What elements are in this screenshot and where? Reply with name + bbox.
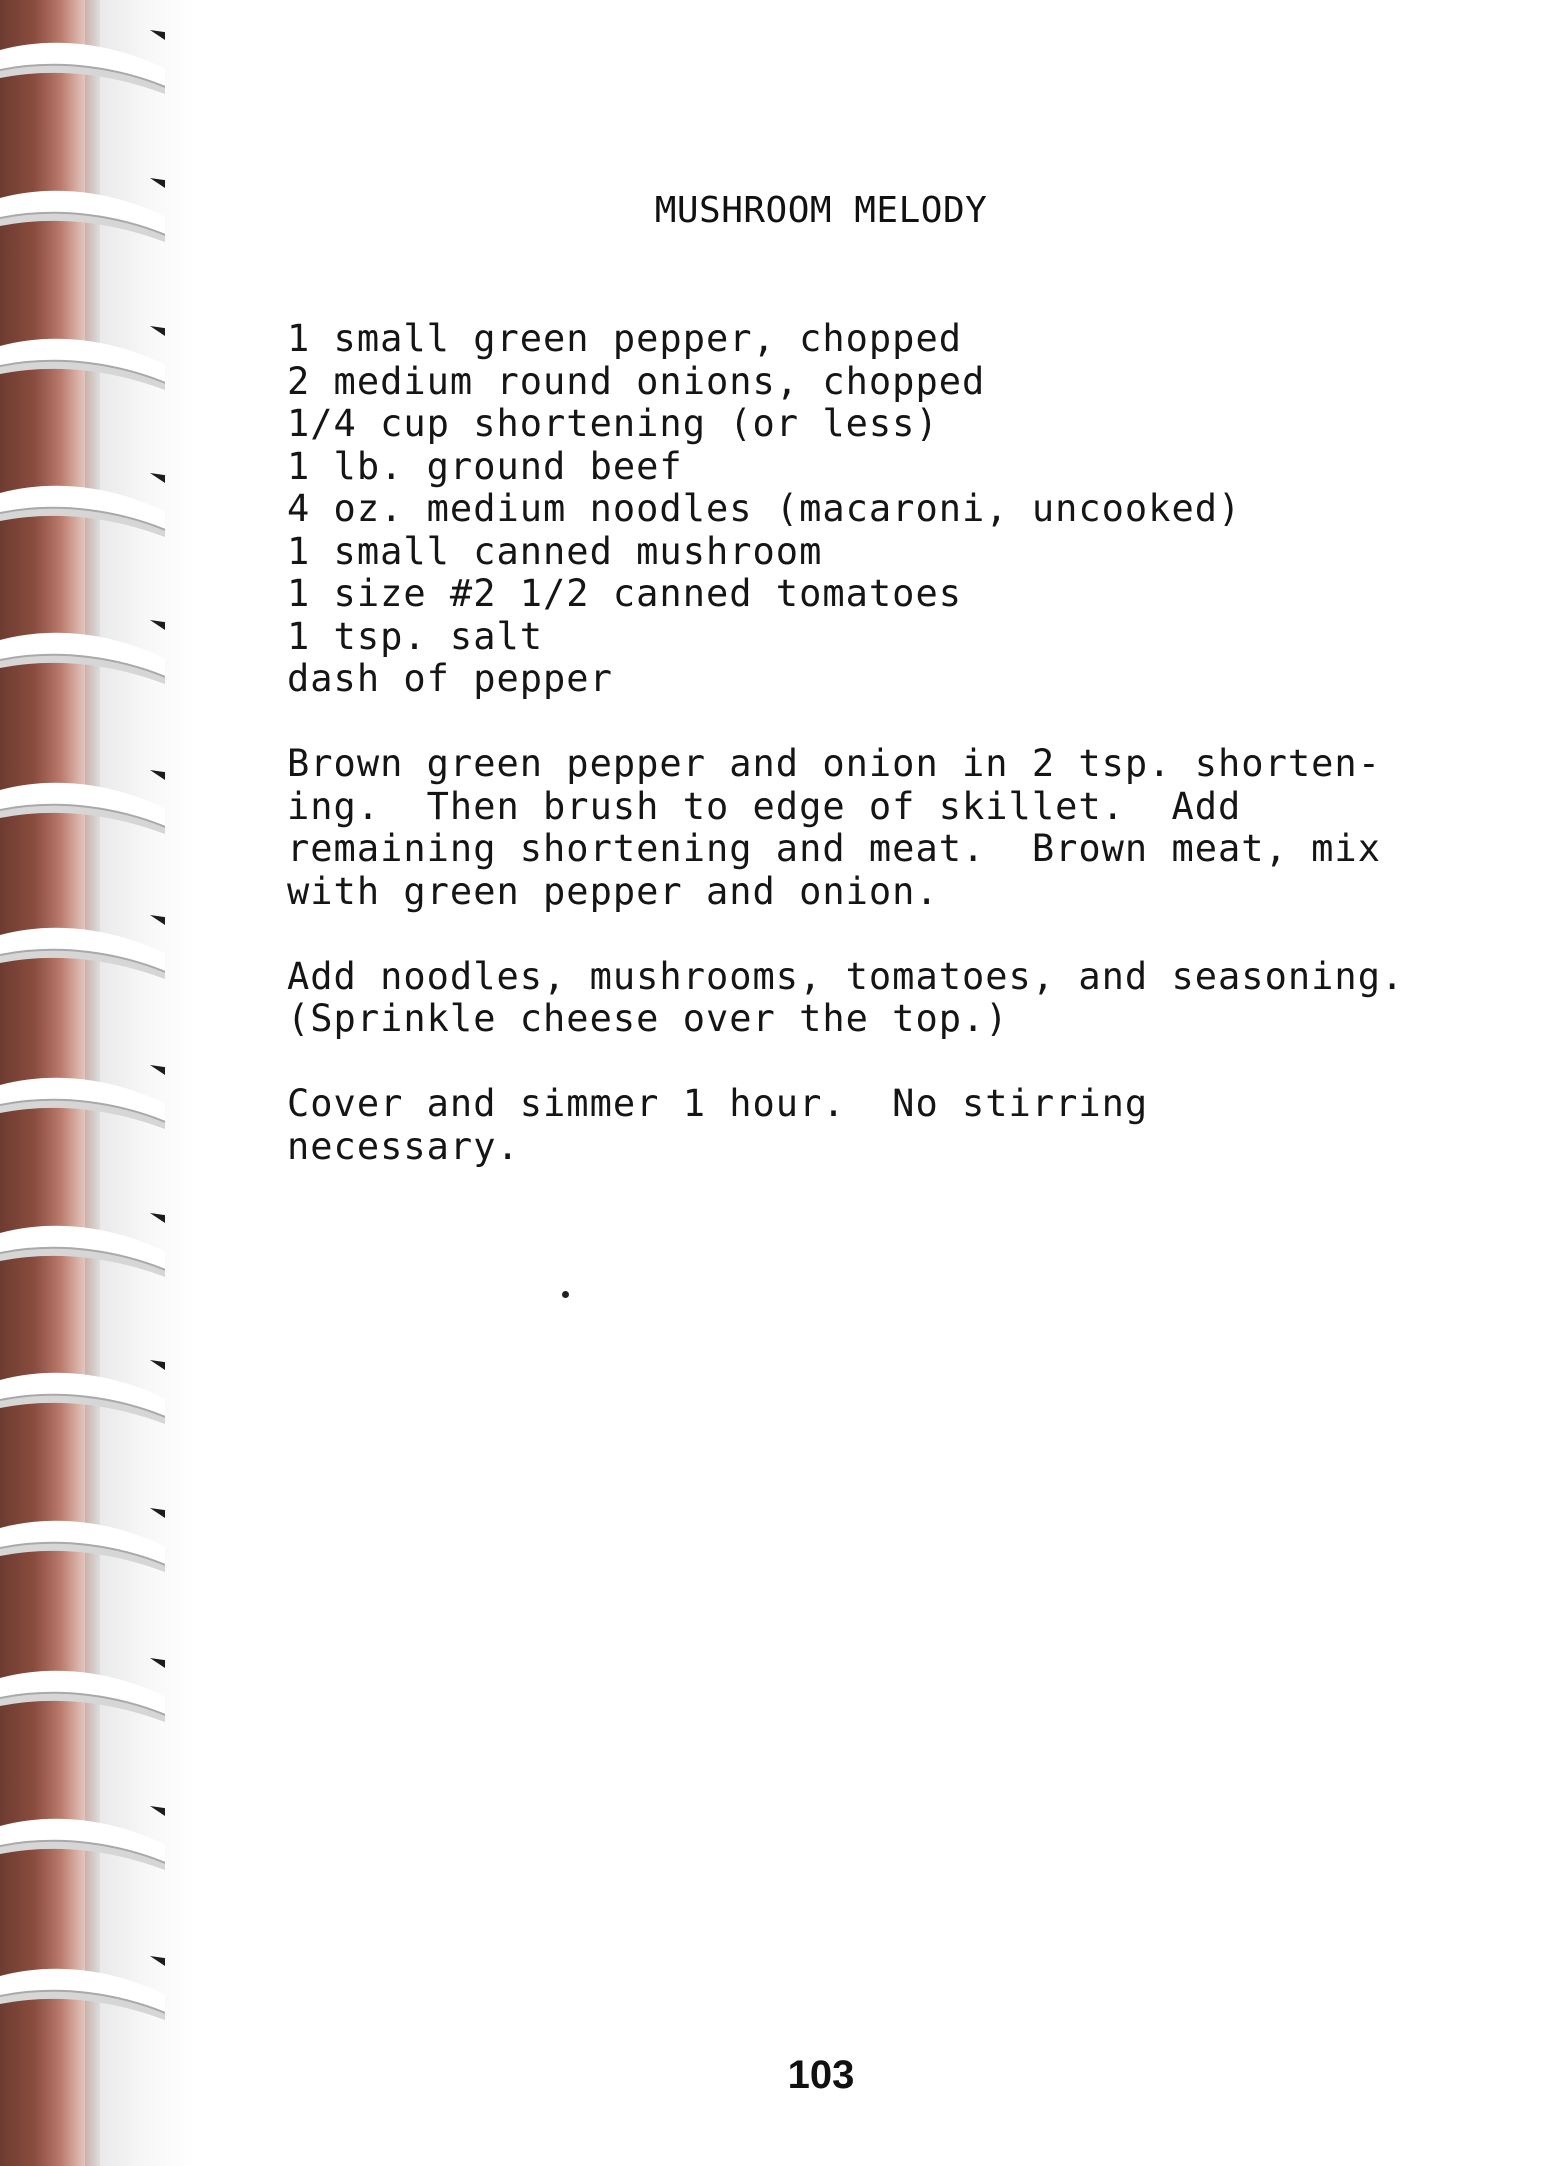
instruction-paragraph — [287, 742, 1381, 913]
instruction-line: Cover and simmer 1 hour. No stirring — [287, 1082, 1149, 1125]
ingredient-item: 1/4 cup shortening (or less) — [287, 402, 939, 445]
ingredient-item: 1 small canned mushroom — [287, 529, 823, 573]
instruction-line: Add noodles, mushrooms, tomatoes, and seasoning. — [287, 954, 1405, 998]
instruction-line: ing. Then brush to edge of skillet. Add — [287, 784, 1242, 828]
instruction-line: (Sprinkle cheese over the top.) — [287, 997, 1009, 1040]
page-number: 103 — [787, 2053, 855, 2097]
ingredient-list — [287, 318, 1367, 701]
ingredient-item: 1 small green pepper, chopped — [287, 317, 963, 360]
instruction-line: Brown green pepper and onion in 2 tsp. shorten- — [287, 742, 1381, 785]
paragraph-gap — [287, 913, 1367, 956]
ingredient-item: 1 size #2 1/2 canned tomatoes — [287, 572, 963, 615]
recipe-body — [287, 317, 1405, 1168]
ink-speck — [562, 1291, 569, 1298]
paragraph-gap — [287, 1041, 1367, 1084]
ingredient-item: 1 lb. ground beef — [287, 444, 683, 488]
instruction-line: remaining shortening and meat. Brown meat, mix — [287, 827, 1381, 870]
recipe-title: MUSHROOM MELODY — [654, 190, 988, 231]
ingredient-item: 2 medium round onions, chopped — [287, 359, 986, 403]
paragraph-gap — [287, 701, 1367, 744]
instruction-paragraph — [287, 954, 1405, 1041]
instruction-line: necessary. — [287, 1124, 520, 1168]
instruction-line: with green pepper and onion. — [287, 869, 939, 913]
ingredient-item: dash of pepper — [287, 657, 613, 700]
ingredient-item: 1 tsp. salt — [287, 614, 544, 658]
ingredient-item: 4 oz. medium noodles (macaroni, uncooked) — [287, 487, 1242, 530]
instruction-paragraph — [287, 1083, 1367, 1168]
